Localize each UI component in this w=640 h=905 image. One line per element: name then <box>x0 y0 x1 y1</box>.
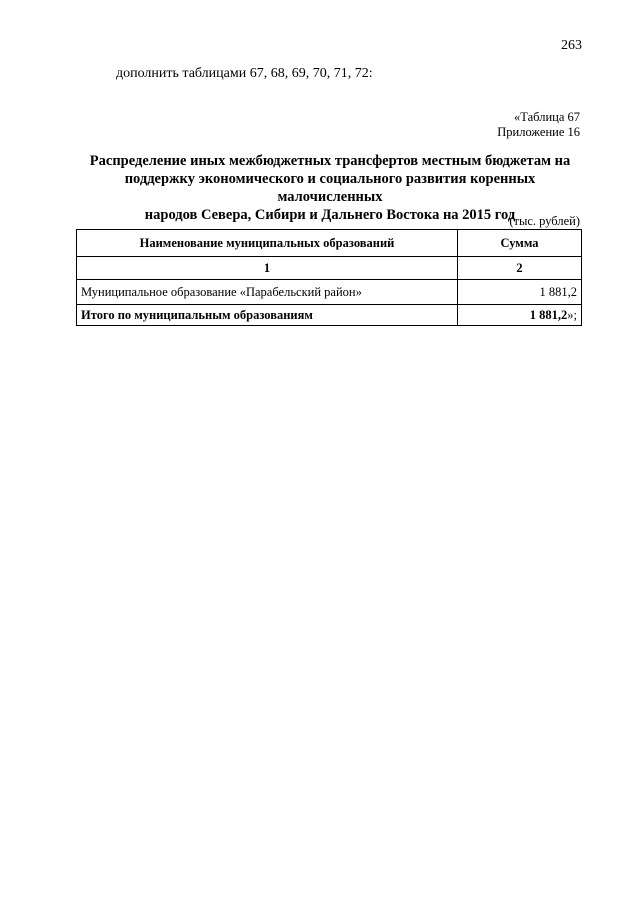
total-row <box>77 305 582 326</box>
total-label: Итого по муниципальным образованиям <box>77 305 458 326</box>
units-label: (тыс. рублей) <box>509 214 580 228</box>
transfers-table <box>76 229 582 326</box>
column-number-1: 1 <box>77 257 458 280</box>
table-caption <box>497 110 580 140</box>
total-suffix: »; <box>567 307 577 322</box>
appendix-label: Приложение 16 <box>497 125 580 139</box>
table-label: «Таблица 67 <box>514 110 580 124</box>
column-number-row <box>77 257 582 280</box>
municipality-amount: 1 881,2 <box>458 280 582 305</box>
municipality-name: Муниципальное образование «Парабельский район» <box>77 280 458 305</box>
table-row <box>77 280 582 305</box>
title-line-3: народов Севера, Сибири и Дальнего Востока на 2015 год <box>144 207 516 223</box>
column-number-2: 2 <box>458 257 582 280</box>
header-municipality: Наименование муниципальных образований <box>77 230 458 257</box>
header-amount: Сумма <box>458 230 582 257</box>
table-header-row <box>77 230 582 257</box>
page-number: 263 <box>561 38 582 53</box>
total-cell <box>458 305 582 326</box>
document-title <box>76 152 584 224</box>
title-line-2: поддержку экономического и социального развития коренных малочисленных <box>124 171 536 205</box>
total-amount: 1 881,2 <box>529 307 568 322</box>
title-line-1: Распределение иных межбюджетных трансфертов местным бюджетам на <box>89 153 571 169</box>
intro-text: дополнить таблицами 67, 68, 69, 70, 71, 72: <box>116 66 373 81</box>
